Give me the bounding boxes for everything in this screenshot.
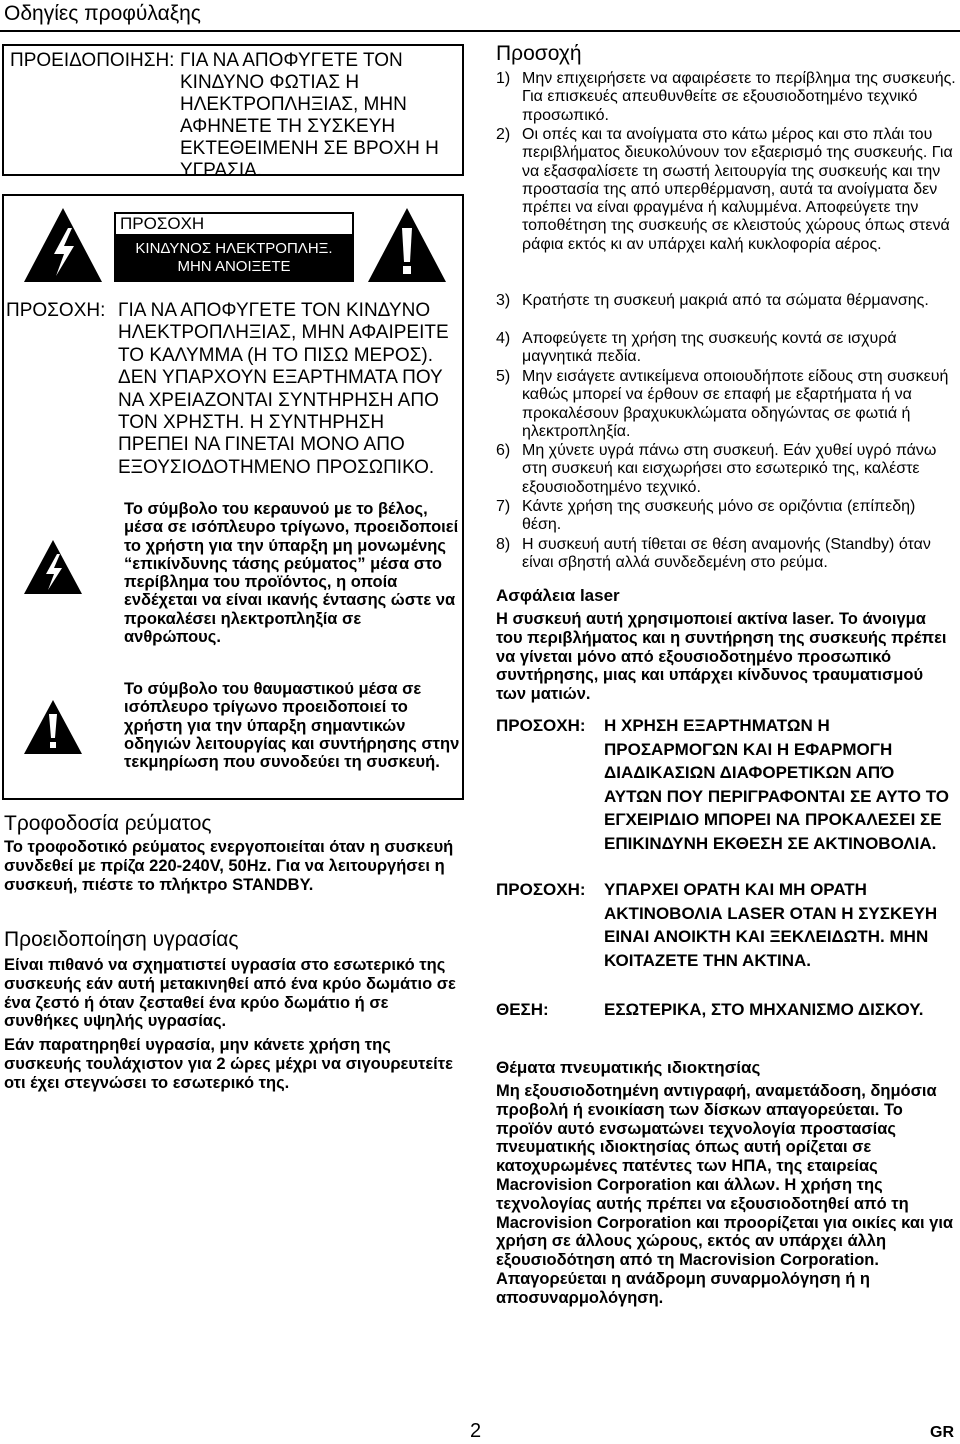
list-item (496, 368, 956, 442)
humidity-text-1: Είναι πιθανό να σχηματιστεί υγρασία στο εσωτερικό της συσκευής εάν αυτή μετακινηθεί από ένα κρύο δωμάτιο σε ένα ζεστό ή όταν ζεσταθεί ένα κρύο δωμάτιο ή σε συνθήκες υψηλής υγρασίας. (4, 956, 456, 1031)
page-header (0, 0, 960, 30)
laser-location-text: ΕΣΩΤΕΡΙΚΑ, ΣΤΟ ΜΗΧΑΝΙΣΜΟ ΔΙΣΚΟΥ. (604, 1000, 924, 1019)
list-item-number: 3) (496, 292, 511, 309)
attention-heading: Προσοχή (496, 42, 582, 65)
list-item-text: Μη χύνετε υγρά πάνω στη συσκευή. Εάν χυθεί υγρό πάνω στη συσκευή και εισχωρήσει στο εσωτερικό της, καλέστε εξουσιοδοτημένο τεχνικό. (522, 442, 937, 496)
exclamation-symbol-description: Το σύμβολο του θαυμαστικού μέσα σε ισόπλευρο τρίγωνο προειδοποιεί το χρήστη για την ύπαρξη σημαντικών οδηγιών λειτουργίας και συντήρησης στην τεκμηρίωση που συνοδεύει τη συσκευή. (124, 680, 460, 772)
caution-text: ΓΙΑ ΝΑ ΑΠΟΦΥΓΕΤΕ ΤΟΝ ΚΙΝΔΥΝΟ ΗΛΕΚΤΡΟΠΛΗΞΙΑΣ, ΜΗΝ ΑΦΑΙΡΕΙΤΕ ΤΟ ΚΑΛΥΜΜΑ (Η ΤΟ ΠΙΣΩ ΜΕΡΟΣ). ΔΕΝ ΥΠΑΡΧΟΥΝ ΕΞΑΡΤΗΜΑΤΑ ΠΟΥ ΝΑ ΧΡΕΙΑΖΟΝΤΑΙ ΣΥΝΤΗΡΗΣΗ ΑΠΟ ΤΟΝ ΧΡΗΣΤΗ. Η ΣΥΝΤΗΡΗΣΗ ΠΡΕΠΕΙ ΝΑ ΓΙΝΕΤΑΙ ΜΟΝΟ ΑΠΟ ΕΞΟΥΣΙΟΔΟΤΗΜΕΝΟ ΠΡΟΣΩΠΙΚΟ. (118, 300, 449, 478)
list-item (496, 330, 956, 367)
list-item-text: Μην επιχειρήσετε να αφαιρέσετε το περίβλημα της συσκευής. Για επισκευές απευθυνθείτε σε εξουσιοδοτημένο τεχνικό προσωπικό. (522, 70, 956, 124)
list-item (496, 126, 956, 291)
laser-heading: Ασφάλεια laser (496, 586, 620, 605)
header-divider (0, 30, 960, 32)
list-item (496, 498, 956, 535)
list-item-text: Αποφεύγετε τη χρήση της συσκευής κοντά σε ισχυρά μαγνητικά πεδία. (522, 330, 897, 366)
list-item (496, 536, 956, 573)
caution-label: ΠΡΟΣΟΧΗ: (6, 300, 106, 321)
list-item-number: 8) (496, 536, 511, 553)
caution-panel-line2: ΜΗΝ ΑΝΟΙΞΕΤΕ (177, 258, 291, 275)
warning-text: ΓΙΑ ΝΑ ΑΠΟΦΥΓΕΤΕ ΤΟΝ ΚΙΝΔΥΝΟ ΦΩΤΙΑΣ Η ΗΛΕΚΤΡΟΠΛΗΞΙΑΣ, ΜΗΝ ΑΦΗΝΕΤΕ ΤΗ ΣΥΣΚΕΥΗ ΕΚΤΕΘΕΙΜΕΝΗ ΣΕ ΒΡΟΧΗ Η ΥΓΡΑΣΙΑ. (180, 50, 439, 181)
list-item-number: 4) (496, 330, 511, 347)
list-item-number: 5) (496, 368, 511, 385)
laser-warning-2-label: ΠΡΟΣΟΧΗ: (496, 880, 586, 899)
page-title: Οδηγίες προφύλαξης (4, 2, 201, 25)
copyright-heading: Θέματα πνευματικής ιδιοκτησίας (496, 1058, 761, 1077)
list-item-number: 2) (496, 126, 511, 143)
laser-text: Η συσκευή αυτή χρησιμοποιεί ακτίνα laser. Το άνοιγμα του περιβλήματος και η συντήρηση της συσκευής πρέπει να γίνεται μόνο από εξουσιοδοτημένο προσωπικό συντήρησης, μιας και υπάρχει κίνδυνος τραυματισμού των ματιών. (496, 610, 947, 704)
lightning-symbol-icon (22, 538, 84, 596)
list-item (496, 442, 956, 497)
list-item-number: 1) (496, 70, 511, 87)
warning-box (2, 44, 464, 181)
warning-label: ΠΡΟΕΙΔΟΠΟΙΗΣΗ: (10, 50, 175, 71)
caution-panel-body (114, 236, 354, 282)
lightning-symbol-description: Το σύμβολο του κεραυνού με το βέλος, μέσα σε ισόπλευρο τρίγωνο, προειδοποιεί το χρήστη για την ύπαρξη μη μονωμένης “επικίνδυνης τάσης ρεύματος” μέσα στο περίβλημα του προϊόντος, η οποία ενδέχεται να είναι ικανής έντασης ώστε να προκαλέσει ηλεκτροπληξία σε ανθρώπους. (124, 500, 459, 647)
exclamation-symbol-icon (22, 698, 84, 756)
humidity-text-2: Εάν παρατηρηθεί υγρασία, μην κάνετε χρήση της συσκευής τουλάχιστον για 2 ώρες μέχρι να σιγουρευτείτε οτι έχει στεγνώσει το εσωτερικό της. (4, 1036, 453, 1092)
list-item-number: 7) (496, 498, 511, 515)
list-item (496, 70, 956, 125)
list-item (496, 292, 956, 329)
page-number: 2 (470, 1420, 482, 1442)
caution-panel-title: ΠΡΟΣΟΧΗ (114, 212, 354, 236)
lightning-triangle-icon (22, 206, 104, 284)
list-item-text: Κάντε χρήση της συσκευής μόνο σε οριζόντια (επίπεδη) θέση. (522, 498, 916, 534)
list-item-text: Κρατήστε τη συσκευή μακριά από τα σώματα θέρμανσης. (522, 292, 929, 309)
list-item-number: 6) (496, 442, 511, 459)
laser-warning-1-label: ΠΡΟΣΟΧΗ: (496, 716, 586, 735)
laser-warning-1-text: Η ΧΡΗΣΗ ΕΞΑΡΤΗΜΑΤΩΝ Η ΠΡΟΣΑΡΜΟΓΩΝ ΚΑΙ Η ΕΦΑΡΜΟΓΗ ΔΙΑΔΙΚΑΣΙΩΝ ΔΙΑΦΟΡΕΤΙΚΩΝ ΑΠΌ ΑΥΤΩΝ ΠΟΥ ΠΕΡΙΓΡΑΦΟΝΤΑΙ ΣΕ ΑΥΤΟ ΤΟ ΕΓΧΕΙΡΙΔΙΟ ΜΠΟΡΕΙ ΝΑ ΠΡΟΚΑΛΕΣΕΙ ΣΕ ΕΠΙΚΙΝΔΥΝΗ ΕΚΘΕΣΗ ΣΕ ΑΚΤΙΝΟΒΟΛΙΑ. (604, 716, 949, 853)
language-code: GR (930, 1424, 954, 1441)
power-heading: Τροφοδοσία ρεύματος (4, 812, 212, 835)
caution-panel-line1: ΚΙΝΔΥΝΟΣ ΗΛΕΚΤΡΟΠΛΗΞ. (135, 240, 333, 257)
list-item-text: Οι οπές και τα ανοίγματα στο κάτω μέρος και στο πλάι του περιβλήματος διευκολύνουν τον εξαερισμό της συσκευής. Για να εξασφαλίσετε τη σωστή λειτουργία της συσκευής και την προστασία της από υπερθέρμανση, αυτά τα ανοίγματα δεν πρέπει να είναι φραγμένα ή καλυμμένα. Αποφεύγετε την τοποθέτηση της συσκευής σε κλειστούς χώρους όπως στενά ράφια εκτός κι αν υπάρχει καλή κυκλοφορία αέρος. (522, 126, 953, 253)
caution-label-panel (114, 212, 354, 282)
copyright-text: Μη εξουσιοδοτημένη αντιγραφή, αναμετάδοση, δημόσια προβολή ή ενοικίαση των δίσκων απαγορεύεται. Το προϊόν αυτό ενσωματώνει τεχνολογία προστασίας πνευματικής ιδιοκτησίας όπως αυτή ορίζεται σε κατοχυρωμένες πατέντες των ΗΠΑ, της εταιρείας Macrovision Corporation και άλλων. Η χρήση της τεχνολογίας αυτής πρέπει να εξουσιοδοτηθεί από τη Macrovision Corporation και προορίζεται για οικίες και για χρήση σε άλλους χώρους, εκτός αν υπάρχει άλλη εξουσιοδότηση από τη Macrovision Corporation. Απαγορεύεται η ανάδρομη συναρμολόγηση ή η αποσυναρμολόγηση. (496, 1082, 954, 1307)
laser-location-label: ΘΕΣΗ: (496, 1000, 549, 1019)
list-item-text: Μην εισάγετε αντικείμενα οποιουδήποτε είδους στη συσκευή καθώς μπορεί να έρθουν σε επαφή με εξαρτήματα ή να προκαλέσουν βραχυκυκλώματα οδηγώντας σε φωτιά ή ηλεκτροπληξία. (522, 368, 949, 440)
list-item-text: Η συσκευή αυτή τίθεται σε θέση αναμονής (Standby) όταν είναι σβηστή αλλά συνδεδεμένη στο ρεύμα. (522, 536, 931, 572)
laser-warning-2-text: ΥΠΑΡΧΕΙ ΟΡΑΤΗ ΚΑΙ ΜΗ ΟΡΑΤΗ ΑΚΤΙΝΟΒΟΛΙΑ LASER ΟΤΑΝ Η ΣΥΣΚΕΥΗ ΕΙΝΑΙ ΑΝΟΙΚΤΗ ΚΑΙ ΞΕΚΛΕΙΔΩΤΗ. ΜΗΝ ΚΟΙΤΑΖΕΤΕ ΤΗΝ ΑΚΤΙΝΑ. (604, 880, 938, 970)
power-text: Το τροφοδοτικό ρεύματος ενεργοποιείται όταν η συσκευή συνδεθεί με πρίζα 220-240V, 50Hz. Για να λειτουργήσει η συσκευή, πιέστε το πλήκτρο STANDBY. (4, 838, 454, 894)
exclamation-triangle-icon (366, 206, 448, 284)
humidity-heading: Προειδοποίηση υγρασίας (4, 928, 239, 951)
